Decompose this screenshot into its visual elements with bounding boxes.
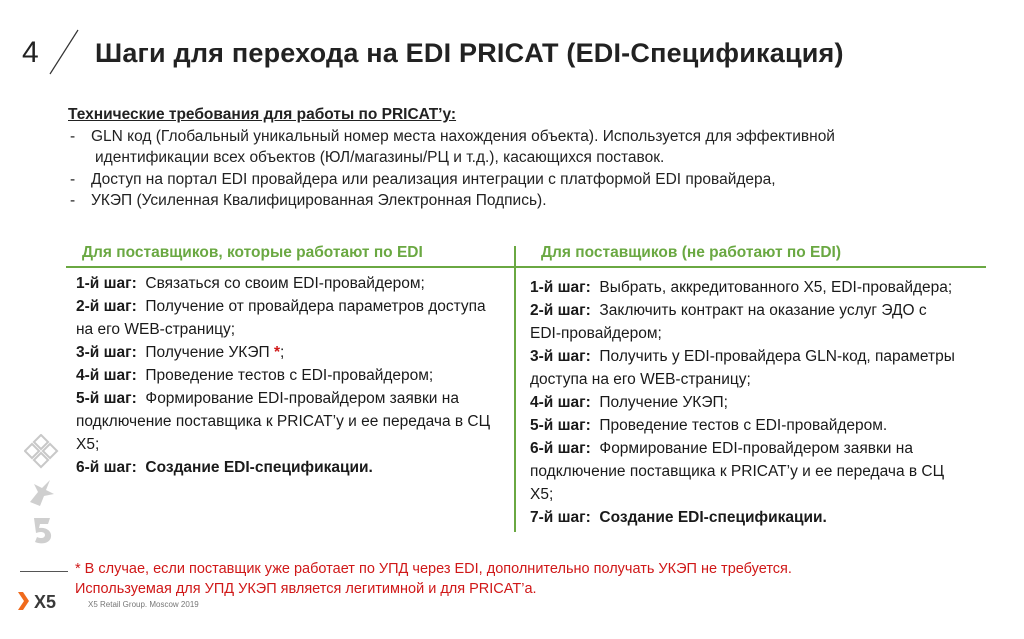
step-item	[530, 506, 960, 529]
step-punctuation: ;	[279, 344, 285, 361]
step-label: 2-й шаг:	[76, 298, 137, 315]
dancer-ornament-icon	[24, 474, 60, 510]
requirement-item	[68, 126, 998, 169]
step-item	[76, 456, 501, 479]
right-steps	[530, 276, 960, 529]
step-text: Получение УКЭП	[145, 344, 274, 361]
svg-text:X5: X5	[34, 592, 57, 612]
step-label: 5-й шаг:	[76, 390, 137, 407]
slide-number: 4	[22, 36, 39, 69]
requirement-item	[68, 190, 998, 212]
step-item	[530, 345, 960, 391]
step-label: 7-й шаг:	[530, 509, 591, 526]
step-text: Получение УКЭП;	[599, 394, 728, 411]
step-label: 6-й шаг:	[76, 459, 137, 476]
five-ornament-icon	[24, 512, 60, 548]
step-text: Проведение тестов с EDI-провайдером;	[145, 367, 434, 384]
step-label: 1-й шаг:	[76, 275, 137, 292]
footnote-line: * В случае, если поставщик уже работает по УПД через EDI, дополнительно получать УКЭП не требуется.	[75, 561, 792, 577]
step-text: Выбрать, аккредитованного Х5, EDI-провайдера;	[599, 279, 953, 296]
requirement-text: GLN код (Глобальный уникальный номер места нахождения объекта). Используется для эффективной	[91, 127, 835, 145]
page-title: Шаги для перехода на EDI PRICAT (EDI-Спецификация)	[95, 38, 844, 68]
dash-bullet: -	[70, 170, 76, 188]
step-text: Формирование EDI-провайдером заявки на подключение поставщика к PRICAT’у и ее передача в СЦ Х5;	[530, 440, 945, 503]
left-steps	[76, 272, 501, 479]
step-label: 6-й шаг:	[530, 440, 591, 457]
asterisk-mark: *	[273, 344, 280, 361]
requirement-text: Доступ на портал EDI провайдера или реализация интеграции с платформой EDI провайдера,	[91, 170, 776, 188]
step-text: Связаться со своим EDI-провайдером;	[145, 275, 425, 292]
step-item	[530, 437, 960, 506]
flower-ornament-icon	[24, 434, 60, 470]
step-label: 4-й шаг:	[76, 367, 137, 384]
requirements-block	[68, 104, 998, 212]
left-column-heading: Для поставщиков, которые работают по EDI	[82, 244, 423, 261]
requirement-text: УКЭП (Усиленная Квалифицированная Электронная Подпись).	[91, 192, 547, 209]
step-item	[76, 341, 501, 364]
footnote-rule	[20, 571, 68, 572]
horizontal-divider	[66, 266, 986, 268]
dash-bullet: -	[70, 192, 76, 209]
step-item	[530, 391, 960, 414]
footnote-line: Используемая для УПД УКЭП является легитимной и для PRICAT’а.	[75, 580, 537, 597]
step-text: Получение от провайдера параметров доступа на его WEB-страницу;	[76, 298, 486, 338]
step-item	[530, 414, 960, 437]
right-column-heading: Для поставщиков (не работают по EDI)	[541, 244, 841, 261]
slash-divider	[44, 28, 84, 76]
step-text: Создание EDI-спецификации.	[599, 509, 827, 526]
step-text: Получить у EDI-провайдера GLN-код, параметры доступа на его WEB-страницу;	[530, 348, 955, 388]
step-label: 1-й шаг:	[530, 279, 591, 296]
copyright: X5 Retail Group. Moscow 2019	[88, 600, 199, 609]
footnote	[75, 560, 975, 599]
step-label: 3-й шаг:	[530, 348, 591, 365]
step-label: 4-й шаг:	[530, 394, 591, 411]
step-text: Заключить контракт на оказание услуг ЭДО с EDI-провайдером;	[530, 302, 927, 342]
step-item	[530, 299, 960, 345]
step-item	[76, 295, 501, 341]
step-item	[76, 387, 501, 456]
x5-logo	[16, 588, 72, 614]
step-label: 3-й шаг:	[76, 344, 137, 361]
step-text: Создание EDI-спецификации.	[145, 459, 373, 476]
dash-bullet: -	[70, 127, 76, 145]
step-item	[76, 364, 501, 387]
step-label: 5-й шаг:	[530, 417, 591, 434]
step-item	[76, 272, 501, 295]
requirement-text-continued: идентификации всех объектов (ЮЛ/магазины/РЦ и т.д.), касающихся поставок.	[95, 149, 665, 166]
vertical-divider	[514, 246, 516, 532]
step-label: 2-й шаг:	[530, 302, 591, 319]
requirements-heading: Технические требования для работы по PRICAT’у:	[68, 106, 457, 123]
step-text: Формирование EDI-провайдером заявки на подключение поставщика к PRICAT’у и ее передача в СЦ Х5;	[76, 390, 491, 453]
step-item	[530, 276, 960, 299]
requirement-item	[68, 169, 998, 191]
step-text: Проведение тестов с EDI-провайдером.	[599, 417, 888, 434]
